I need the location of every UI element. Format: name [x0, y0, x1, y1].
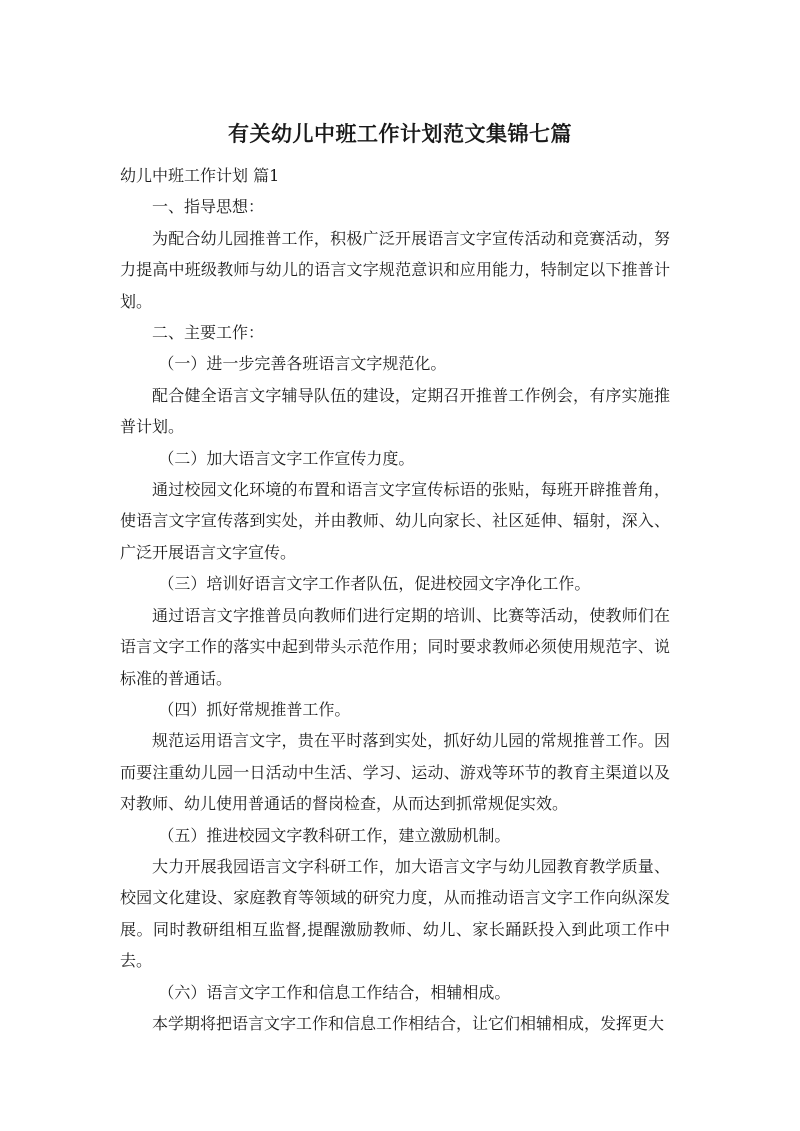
paragraph: 为配合幼儿园推普工作，积极广泛开展语言文字宣传活动和竞赛活动，努力提高中班级教师与幼儿的语言文字规范意识和应用能力，特制定以下推普计划。 [120, 228, 670, 311]
paragraph: 大力开展我园语言文字科研工作，加大语言文字与幼儿园教育教学质量、校园文化建设、家庭教育等领域的研究力度，从而推动语言文字工作向纵深发展。同时教研组相互监督,提醒激励教师、幼儿、家长踊跃投入到此项工作中去。 [120, 856, 670, 971]
subheading-6: （六）语言文字工作和信息工作结合，相辅相成。 [158, 982, 511, 1002]
paragraph: 规范运用语言文字，贵在平时落到实处，抓好幼儿园的常规推普工作。因而要注重幼儿园一日活动中生活、学习、运动、游戏等环节的教育主渠道以及对教师、幼儿使用普通话的督岗检查，从而达到抓常规促实效。 [120, 731, 670, 814]
paragraph: 本学期将把语言文字工作和信息工作相结合，让它们相辅相成，发挥更大 [152, 1013, 665, 1033]
paragraph: 配合健全语言文字辅导队伍的建设，定期召开推普工作例会，有序实施推普计划。 [120, 385, 670, 437]
paragraph: 通过语言文字推普员向教师们进行定期的培训、比赛等活动，使教师们在语言文字工作的落实中起到带头示范作用；同时要求教师必须使用规范字、说标准的普通话。 [120, 605, 670, 688]
heading-main-work: 二、主要工作： [152, 323, 265, 343]
heading-guiding-ideology: 一、指导思想： [152, 197, 265, 217]
document-body [120, 160, 670, 1039]
paragraph: 通过校园文化环境的布置和语言文字宣传标语的张贴，每班开辟推普角，使语言文字宣传落到实处，并由教师、幼儿向家长、社区延伸、辐射，深入、广泛开展语言文字宣传。 [120, 480, 670, 562]
subheading-5: （五）推进校园文字教科研工作，建立激励机制。 [158, 825, 511, 845]
subheading-1: （一）进一步完善各班语言文字规范化。 [158, 354, 447, 374]
subheading-3: （三）培训好语言文字工作者队伍，促进校园文字净化工作。 [158, 574, 591, 594]
subheading-2: （二）加大语言文字工作宣传力度。 [158, 448, 415, 468]
section-heading: 幼儿中班工作计划 篇1 [120, 166, 280, 185]
subheading-4: （四）抓好常规推普工作。 [158, 699, 351, 719]
document-title: 有关幼儿中班工作计划范文集锦七篇 [228, 122, 572, 146]
